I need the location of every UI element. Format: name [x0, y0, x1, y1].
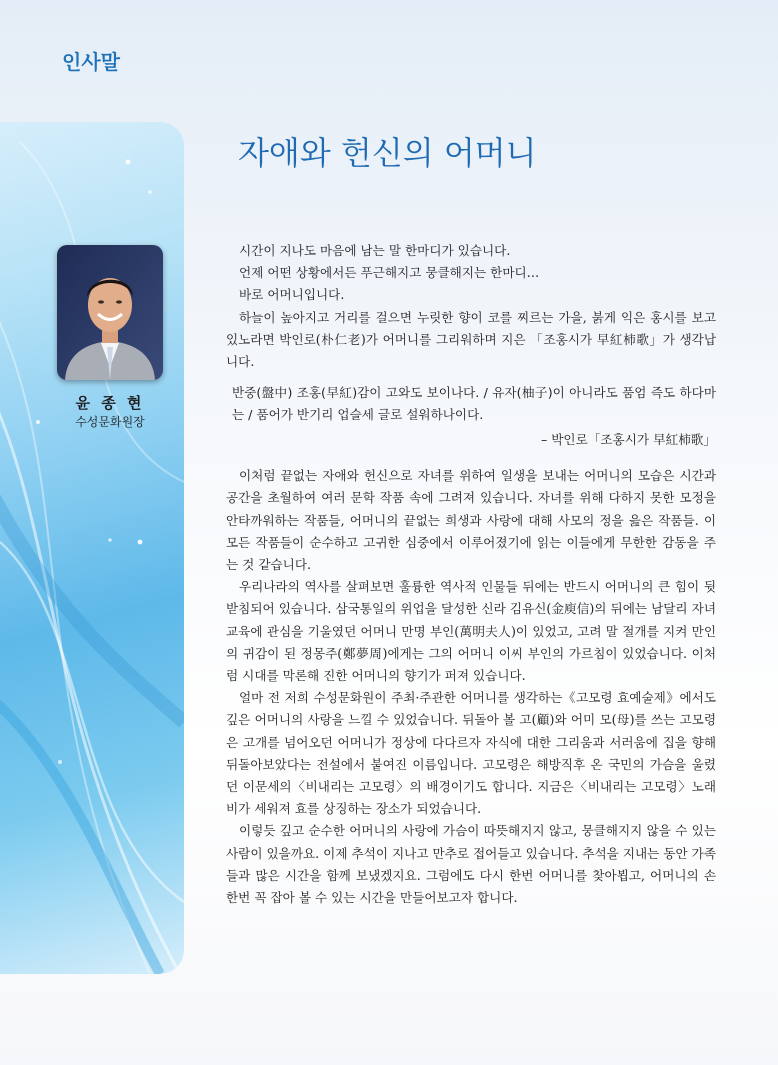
poem-text: 반중(盤中) 조홍(早紅)감이 고와도 보이나다. / 유자(柚子)이 아니라도 품엄 즉도 하다마는 / 품어가 반기리 업슬세 글로 설워하나이다. — [232, 385, 716, 423]
intro-paragraph: 바로 어머니입니다. — [239, 287, 345, 303]
section-label: 인사말 — [62, 50, 120, 74]
poem-citation: – 박인로「조홍시가 早紅柿歌」 — [540, 432, 716, 448]
intro-paragraph: 시간이 지나도 마음에 남는 말 한마디가 있습니다. — [239, 243, 511, 258]
page-title: 자애와 헌신의 어머니 — [238, 134, 537, 172]
author-photo — [57, 245, 163, 380]
intro-paragraph: 하늘이 높아지고 거리를 걸으면 누릿한 향이 코를 찌르는 가을, 붉게 익은 홍시를 보고 있노라면 박인로(朴仁老)가 어머니를 그리워하며 지은 「조홍시가 早紅柿歌」가 생각납니다. — [226, 309, 716, 370]
author-name: 윤 종 현 — [75, 394, 145, 412]
body-paragraph: 이처럼 끝없는 자애와 헌신으로 자녀를 위하여 일생을 보내는 어머니의 모습은 시간과 공간을 초월하여 여러 문학 작품 속에 그려져 있습니다. 자녀를 위해 다하지 못한 모정을 안타까워하는 작품들, 어머니의 끝없는 희생과 사랑에 대해 사모의 정을 읊은 작품들. 이 모든 작품들이 순수하고 고귀한 심중에서 이루어졌기에 읽는 이들에게 무한한 감동을 주는 것 같습니다. — [226, 468, 716, 573]
main-text — [226, 465, 716, 909]
body-paragraph: 얼마 전 저희 수성문화원이 주최·주관한 어머니를 생각하는《고모령 효예술제》에서도 깊은 어머니의 사랑을 느낄 수 있었습니다. 뒤돌아 볼 고(顧)와 어미 모(母)를 쓰는 고모령은 고개를 넘어오던 어머니가 정상에 다다르자 자식에 대한 그리움과 서러움에 집을 향해 뒤돌아보았다는 전설에서 붙여진 이름입니다. 고모령은 해방직후 온 국민의 가슴을 울렸던 이문세의〈비내리는 고모령〉의 배경이기도 합니다. 지금은〈비내리는 고모령〉노래비가 세워져 효를 상징하는 장소가 되었습니다. — [226, 690, 716, 817]
poem-quote — [226, 382, 716, 451]
author-title: 수성문화원장 — [75, 415, 145, 429]
body-paragraph: 이렇듯 깊고 순수한 어머니의 사랑에 가슴이 따뜻해지지 않고, 뭉클해지지 않을 수 있는 사람이 있을까요. 이제 추석이 지나고 만추로 접어들고 있습니다. 추석을 지내는 동안 가족들과 많은 시간을 함께 보냈겠지요. 그럼에도 다시 한번 어머니를 찾아뵙고, 어머니의 손 한번 꼭 잡아 볼 수 있는 시간을 만들어보고자 합니다. — [226, 823, 717, 906]
body-paragraph: 우리나라의 역사를 살펴보면 훌륭한 역사적 인물들 뒤에는 반드시 어머니의 큰 힘이 뒷받침되어 있습니다. 삼국통일의 위업을 달성한 신라 김유신(金庾信)의 뒤에는 남달리 자녀 교육에 관심을 기울였던 어머니 만명 부인(萬明夫人)이 있었고, 고려 말 절개를 지켜 만인의 귀감이 된 정몽주(鄭夢周)에게는 그의 어머니 이씨 부인의 가르침이 있었습니다. 이처럼 시대를 막론해 진한 어머니의 향기가 퍼져 있습니다. — [226, 579, 716, 684]
article-body — [226, 240, 716, 909]
intro-paragraph: 언제 어떤 상황에서든 푸근해지고 뭉클해지는 한마디… — [239, 265, 540, 281]
